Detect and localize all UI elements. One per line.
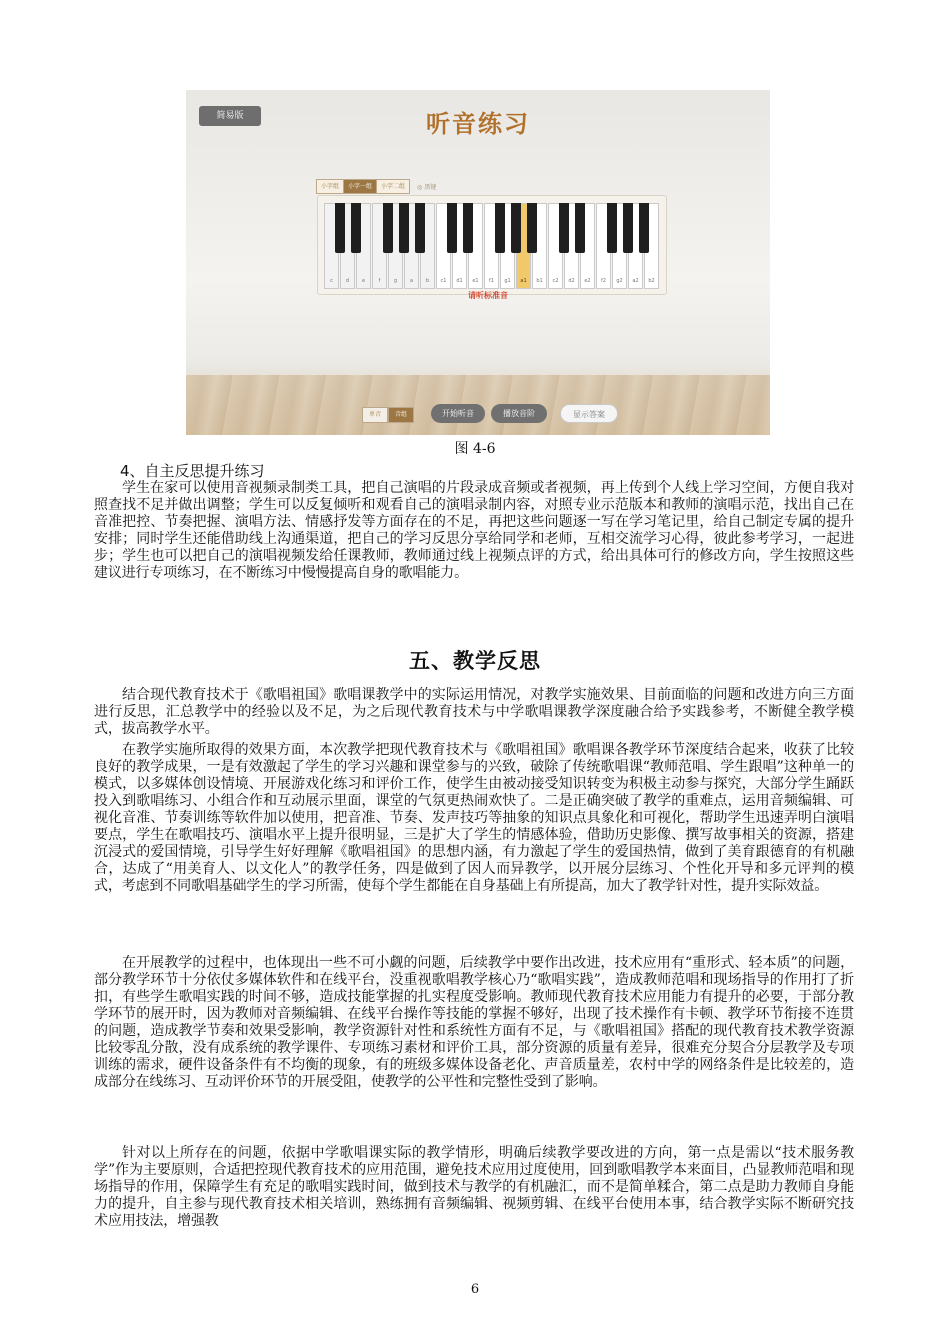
piano-key-label: b xyxy=(425,278,430,284)
piano-key-label: a xyxy=(409,278,414,284)
simple-version-button[interactable]: 简易版 xyxy=(199,106,261,126)
listen-hint: 请听标准音 xyxy=(468,291,508,300)
piano-key-label: f2 xyxy=(601,278,606,284)
piano-black-key[interactable] xyxy=(607,203,617,253)
app-title: 听音练习 xyxy=(426,110,530,138)
piano-key-label: g2 xyxy=(616,278,623,284)
piano-black-key[interactable] xyxy=(559,203,569,253)
paragraph-self-reflection: 学生在家可以使用音视频录制类工具，把自己演唱的片段录成音频或者视频，再上传到个人线上学习空间，方便自我对照查找不足并做出调整；学生可以反复倾听和观看自己的演唱录制内容，对照专业示范版本和教师的演唱示范，找出自己在音准把控、节奏把握、演唱方法、情感抒发等方面存在的不足，再把这些问题逐一写在学习笔记里，给自己制定专属的提升安排；同时学生还能借助线上沟通渠道，把自己的学习反思分享给同学和老师，互相交流学习心得，彼此参考学习，一起进步；学生也可以把自己的演唱视频发给任课教师，教师通过线上视频点评的方式，给出具体可行的修改方向，学生按照这些建议进行专项练习，在不断练习中慢慢提高自身的歌唱能力。 xyxy=(94,480,854,581)
piano-black-key[interactable] xyxy=(623,203,633,253)
piano-black-key[interactable] xyxy=(527,203,537,253)
tab-small-group[interactable]: 小字组 xyxy=(316,179,344,194)
start-listening-button[interactable]: 开始听音 xyxy=(431,404,485,423)
piano-keyboard xyxy=(324,203,660,289)
mode-toggle xyxy=(362,407,414,423)
piano-black-key[interactable] xyxy=(495,203,505,253)
piano-black-key[interactable] xyxy=(415,203,425,253)
mode-note-group[interactable]: 音组 xyxy=(388,407,414,423)
piano-key-label: d2 xyxy=(568,278,575,284)
piano-black-key[interactable] xyxy=(383,203,393,253)
tab-small-group-2[interactable]: 小字二组 xyxy=(376,179,410,194)
piano-key-label: c1 xyxy=(440,278,447,284)
piano-black-key[interactable] xyxy=(335,203,345,253)
piano-key-label: d1 xyxy=(456,278,463,284)
figure-screenshot xyxy=(186,90,770,435)
piano-key-label: f1 xyxy=(489,278,494,284)
piano-key-label: e xyxy=(361,278,366,284)
show-answer-button[interactable]: 显示答案 xyxy=(560,404,618,423)
piano-key-label: b2 xyxy=(648,278,655,284)
piano-key-label: f xyxy=(378,278,381,284)
octave-tabs xyxy=(316,179,436,194)
piano-black-key[interactable] xyxy=(447,203,457,253)
piano-black-key[interactable] xyxy=(511,203,521,253)
keyboard-panel xyxy=(317,195,667,295)
paragraph: 针对以上所存在的问题，依据中学歌唱课实际的教学情形，明确后续教学要改进的方向，第一点是需以“技术服务教学”作为主要原则，合适把控现代教育技术的应用范围，避免技术应用过度使用，回到歌唱教学本来面目，凸显教师范唱和现场指导的作用，保障学生有充足的歌唱实践时间，做到技术与教学的有机融汇，而不是简单糅合，第二点是助力教师自身能力的提升，自主参与现代教育技术相关培训，熟练拥有音频编辑、视频剪辑、在线平台使用本事，结合教学实际不断研究技术应用技法，增强教 xyxy=(94,1145,854,1229)
piano-black-key[interactable] xyxy=(639,203,649,253)
paragraph: 在教学实施所取得的效果方面，本次教学把现代教育技术与《歌唱祖国》歌唱课各教学环节深度结合起来，收获了比较良好的教学成果，一是有效激起了学生的学习兴趣和课堂参与的兴致，破除了传统歌唱课“教师范唱、学生跟唱”这种单一的模式，以多媒体创设情境、开展游戏化练习和评价工作，使学生由被动接受知识转变为积极主动参与探究，大部分学生踊跃投入到歌唱练习、小组合作和互动展示里面，课堂的气氛更热闹欢快了。二是正确突破了教学的重难点，运用音频编辑、可视化音准、节奏训练等软件加以使用，把音准、节奏、发声技巧等抽象的知识点具象化和可视化，帮助学生迅速弄明白演唱要点，学生在歌唱技巧、演唱水平上提升很明显，三是扩大了学生的情感体验，借助历史影像、撰写故事相关的资源，搭建沉浸式的爱国情境，引导学生好好理解《歌唱祖国》的思想内涵，有力激起了学生的爱国热情，做到了美育跟德育的有机融合，达成了“用美育人、以文化人”的教学任务，四是做到了因人而异教学，以开展分层练习、个性化开导和多元评判的模式，考虑到不同歌唱基础学生的学习所需，使每个学生都能在自身基础上有所提高，加大了教学针对性，提升实际效益。 xyxy=(94,742,854,894)
piano-key-label: c xyxy=(330,278,333,284)
piano-black-key[interactable] xyxy=(351,203,361,253)
piano-key-label: d xyxy=(345,278,350,284)
paragraph: 在开展教学的过程中，也体现出一些不可小觑的问题，后续教学中要作出改进，技术应用有“重形式、轻本质”的问题，部分教学环节十分依仗多媒体软件和在线平台，没重视歌唱教学核心乃“歌唱实践”，造成教师范唱和现场指导的作用打了折扣，有些学生歌唱实践的时间不够，造成技能掌握的扎实程度受影响。教师现代教育技术应用能力有提升的必要，于部分教学环节的展开时，因为教师对音频编辑、在线平台操作等技能的掌握不够好，出现了技术操作有卡顿、教学环节衔接不连贯的问题，造成教学节奏和效果受影响，教学资源针对性和系统性方面有不足，与《歌唱祖国》搭配的现代教育技术教学资源比较零乱分散，没有成系统的教学课件、专项练习素材和评价工具，部分资源的质量有差异，很难充分契合分层教学及专项训练的需求，硬件设备条件有不均衡的现象，有的班级多媒体设备老化、声音质量差，农村中学的网络条件是比较差的，造成部分在线练习、互动评价环节的开展受阻，使教学的公平性和完整性受到了影响。 xyxy=(94,955,854,1090)
figure-caption: 图 4-6 xyxy=(454,441,496,457)
play-scale-button[interactable]: 播放音阶 xyxy=(491,404,547,423)
tab-small-group-1[interactable]: 小字一组 xyxy=(343,179,377,194)
piano-key-label: b1 xyxy=(536,278,543,284)
piano-key-label: a2 xyxy=(632,278,639,284)
piano-black-key[interactable] xyxy=(575,203,585,253)
piano-black-key[interactable] xyxy=(463,203,473,253)
mode-single-note[interactable]: 单音 xyxy=(362,407,388,423)
piano-key-label: e2 xyxy=(584,278,591,284)
piano-key-label: a1 xyxy=(520,278,527,284)
paragraph: 结合现代教育技术于《歌唱祖国》歌唱课教学中的实际运用情况，对教学实施效果、目前面临的问题和改进方向三方面进行反思，汇总教学中的经验以及不足，为之后现代教育技术与中学歌唱课教学深度融合给予实践参考，不断健全教学模式，拔高教学水平。 xyxy=(94,687,854,737)
piano-key-label: g xyxy=(393,278,398,284)
black-key-toggle[interactable]: ◎ 黑键 xyxy=(417,184,437,191)
piano-black-key[interactable] xyxy=(399,203,409,253)
page-number: 6 xyxy=(470,1282,480,1297)
piano-key-label: c2 xyxy=(552,278,559,284)
section-title: 五、教学反思 xyxy=(409,649,541,673)
piano-key-label: g1 xyxy=(504,278,511,284)
subheading: 4、自主反思提升练习 xyxy=(120,462,265,480)
piano-key-label: e1 xyxy=(472,278,479,284)
